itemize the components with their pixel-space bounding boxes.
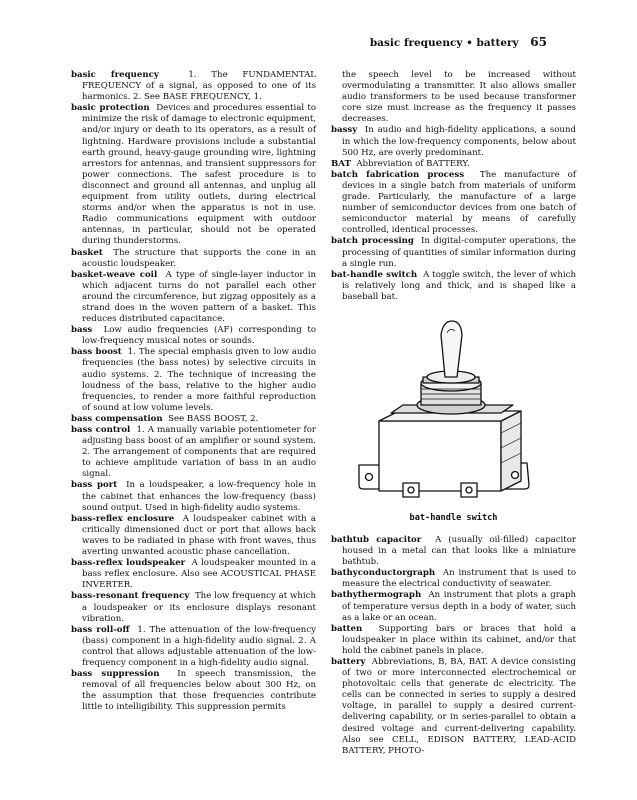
entry-term: bass-reflex enclosure [71,513,175,524]
entry [71,669,316,713]
entry-definition: An instrument that is used to measure the electrical conductivity of seawater. [342,568,577,590]
entry-term: basic frequency [71,70,159,80]
entry-definition: The structure that supports the cone in an acoustic loudspeaker. [82,247,316,269]
entry-term: batch processing [331,236,414,247]
entry-term: bass-reflex loudspeaker [71,558,186,569]
entry-definition: 1. The FUNDAMENTAL FREQUENCY of a signal, as opposed to one of its harmonics. 2. See BASE FREQUENCY, 1. [82,70,316,103]
entry-definition: Supporting bars or braces that hold a loudspeaker in place within its cabinet, and/or that hold the cabinet panels in place. [342,623,577,656]
entry-term: bass port [71,480,118,491]
entry [71,270,316,325]
entry [71,103,316,247]
entry [331,170,576,237]
figure-caption: bat-handle switch [409,512,498,523]
toggle-switch-illustration [351,313,551,513]
entry-definition: The low frequency at which a loudspeaker or its enclosure displays resonant vibration. [82,591,316,624]
entry-term: basket [71,247,103,258]
running-header [370,35,547,49]
left-column [71,70,316,713]
entry [71,70,316,103]
right-column [331,70,576,757]
entry-continuation [331,70,576,125]
figure-bat-handle-switch [331,313,576,513]
entry-definition: A toggle switch, the lever of which is relatively long and thick, and is shaped like a baseball bat. [342,269,576,302]
entry-definition: Devices and procedures essential to minimize the risk of damage to electronic equipment, and/or injury or death to its operators, as a result of lightning. Hardware provisions include a substantial earth ground, heavy-gauge grounding wire, lightning arrestors for antennas, and transient suppressors for power connections. The safest procedure is to disconnect and ground all antennas, and unplug all equipment from utility outlets, during electrical storms and/or when the apparatus is not in use. Radio communications equipment with outdoor antennas, in particular, should not be operated during thunderstorms. [82,103,316,247]
entry [71,425,316,480]
entry-definition: A (usually oil-filled) capacitor housed in a metal can that looks like a miniature bathtub. [342,534,576,568]
entry-term: bassy [331,125,358,136]
entry-term: bass compensation [71,413,163,424]
entry-term: batten [331,623,363,634]
entry-term: bass-resonant frequency [71,591,190,602]
entry-definition: In digital-computer operations, the processing of quantities of similar information during a single run. [342,236,577,269]
entry-term: bass boost [71,347,122,358]
entry-definition: In speech transmission, the removal of all frequencies below about 300 Hz, on the assumption that those frequencies contribute little to intelligibility. This suppression permits [82,669,316,713]
entry [71,625,316,669]
page-number: 65 [530,35,547,49]
entry-definition: A type of single-layer inductor in which adjacent turns do not parallel each other around the circumference, but zigzag oppositely as a strand does in the woven pattern of a basket. This reduces distributed capacitance. [82,269,316,325]
entry-definition: Abbreviations, B, BA, BAT. A device consisting of two or more interconnected electrochemical or photovoltaic cells that generate dc electricity. The cells can be connected in series to supply a desired voltage, in parallel to supply a desired current-delivering capability, or in series-parallel to obtain a desired voltage and current-delivering capability. Also see CELL, EDISON BATTERY, LEAD-ACID BATTERY, PHOTO- [342,657,576,756]
entry-definition: An instrument that plots a graph of temperature versus depth in a body of water, such as a lake or an ocean. [342,590,576,623]
running-head: basic frequency • battery [369,37,519,49]
entry-term: bass roll-off [71,624,130,635]
entry-term: basic protection [71,103,150,114]
entry-term: BAT [331,158,351,169]
entry-definition: See BASS BOOST, 2. [168,413,259,424]
entry [331,590,576,623]
entry-definition: In a loudspeaker, a low-frequency hole in the cabinet that enhances the low-frequency (bass) sound output. Used in high-fidelity audio systems. [82,480,317,513]
entry-definition: A loudspeaker cabinet with a critically dimensioned duct or port that allows back waves to be radiated in phase with front waves, thus averting unwanted acoustic phase cancellation. [82,513,316,558]
entry [331,125,576,158]
entry-term: batch fabrication process [331,169,465,180]
entry [71,325,316,347]
entry-definition: Low audio frequencies (AF) corresponding to low-frequency musical notes or sounds. [82,325,316,347]
entry [71,480,316,513]
entry [71,591,316,624]
entry [331,657,576,757]
entry-definition: Abbreviation of BATTERY. [356,158,470,169]
entry-definition: 1. The attenuation of the low-frequency (bass) component in a high-fidelity audio signal. 2. A control that allows adjustable attenuation of the low-frequency component in a high-fidelity audio signal. [82,624,316,668]
entry [71,514,316,558]
entry-term: basket-weave coil [71,269,158,280]
entry-term: bathyconductorgraph [331,568,436,579]
entry [71,347,316,414]
entry-definition: In audio and high-fidelity applications, a sound in which the low-frequency components, below about 500 Hz, are overly predominant. [342,125,576,158]
entry-term: battery [331,657,366,667]
entry [331,624,576,657]
entry-term: bathythermograph [331,590,422,601]
entry [331,236,576,269]
entry-definition: 1. A manually variable potentiometer for adjusting bass boost of an amplifier or sound system. 2. The arrangement of components that are required to achieve amplitude variation of bass in an audio signal. [82,425,317,480]
entry-term: bass [71,325,93,336]
entry [71,414,316,425]
entry-term: bathtub capacitor [331,534,422,545]
entry-definition: the speech level to be increased without overmodulating a transmitter. It also allows smaller audio transformers to be used because transformer core size must increase as the frequency it passes decreases. [342,70,576,125]
entry-term: bat-handle switch [331,269,418,280]
entry-definition: A loudspeaker mounted in a bass reflex enclosure. Also see ACOUSTICAL PHASE INVERTER. [82,558,317,591]
entry [331,270,576,303]
entry [331,535,576,568]
entry-definition: The manufacture of devices in a single batch from materials of uniform grade. Particularly, the manufacture of a large number of semiconductor devices from one batch of semiconductor material by means of carefully controlled, identical processes. [342,169,576,236]
entry [331,568,576,590]
entry [71,558,316,591]
entry [71,248,316,270]
entry-term: bass control [71,425,131,435]
entry-definition: 1. The special emphasis given to low audio frequencies (the bass notes) by selective circuits in audio systems. 2. The technique of increasing the loudness of the bass, relative to the higher audio frequencies, to render a more faithful reproduction of sound at low volume levels. [82,347,317,413]
entry [331,159,576,170]
entry-term: bass suppression [71,669,160,680]
